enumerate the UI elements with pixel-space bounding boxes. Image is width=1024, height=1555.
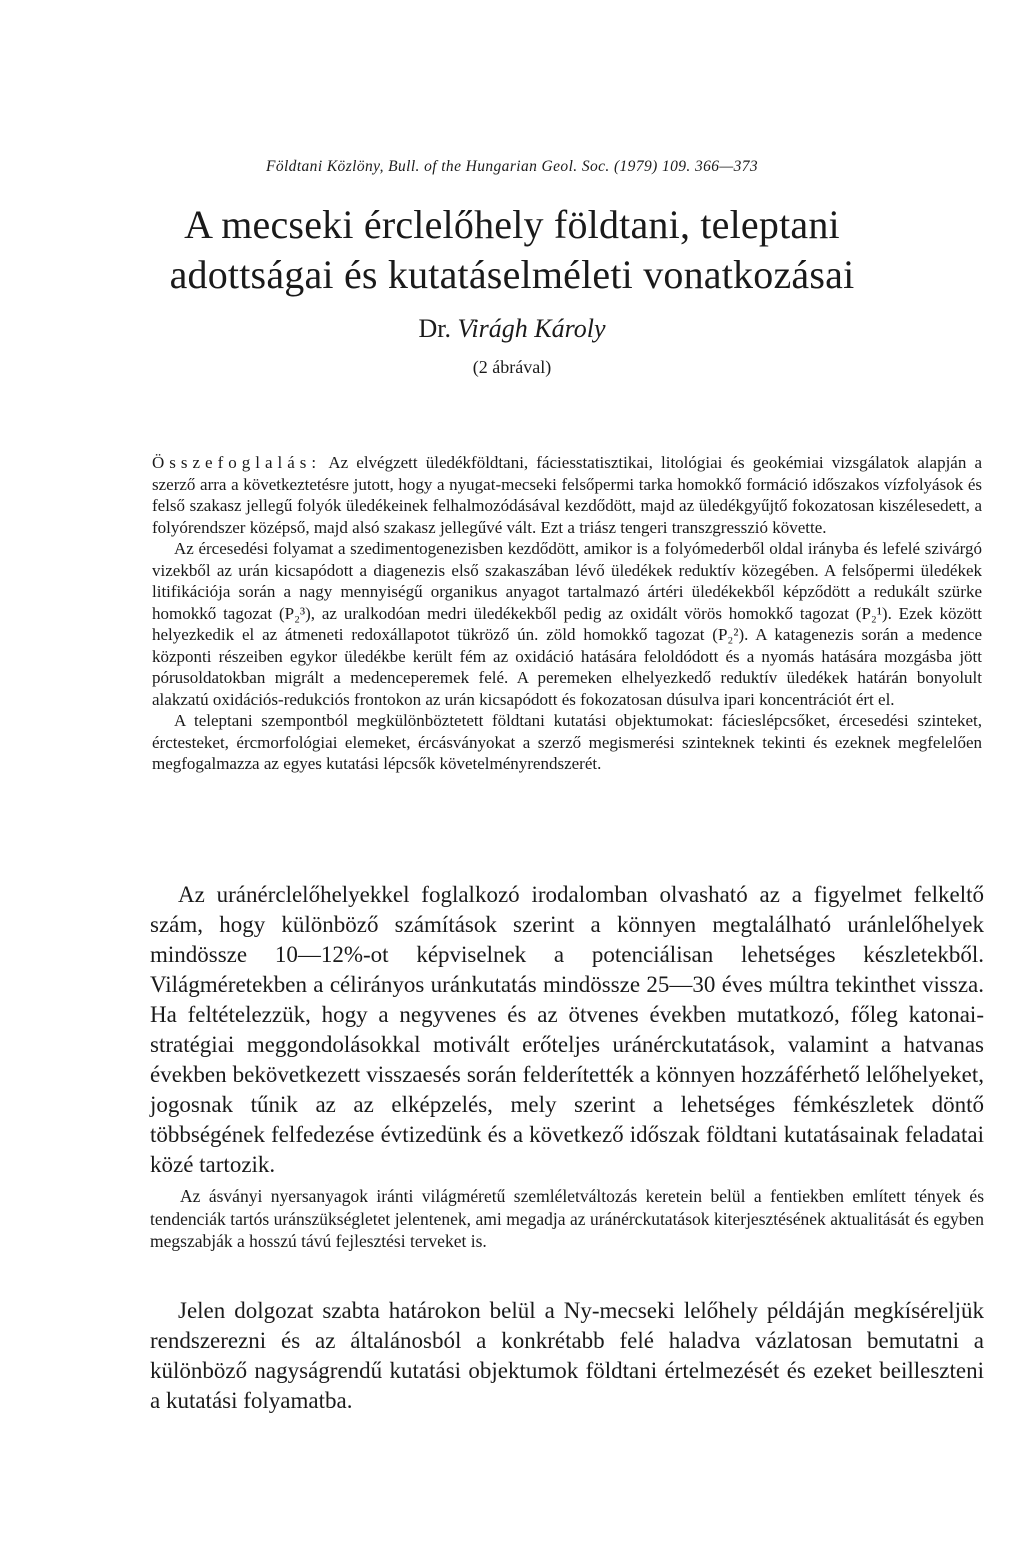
body-paragraph-3: Jelen dolgozat szabta határokon belül a Ny-mecseki lelőhely példáján megkíséreljük rendszerezni és az általánosból a konkrétabb felé haladva vázlatosan bemutatni a különböző nagyságrendű kutatási objektumok földtani értelmezését és ezeket beilleszteni a kutatási folyamatba. bbox=[150, 1298, 984, 1413]
title-line-1: A mecseki érclelőhely földtani, teleptani bbox=[184, 202, 840, 247]
abstract-text-1: Az elvégzett üledékföldtani, fáciesstatisztikai, litológiai és geokémiai vizsgálatok alapján a szerző arra a következtetésre jutott, hogy a nyugat-mecseki felsőpermi tarka homokkő formáció időszakos vízfolyások és felső szakasz jellegű folyók üledékeinek felhalmozódásával kezdődött, majd az üledékgyűjtő fokozatosan kiszélesedett, a folyórendszer középső, majd alsó szakasz jellegűvé vált. Ezt a triász tengeri transzgresszió követte. bbox=[152, 453, 983, 537]
abstract bbox=[152, 452, 982, 775]
body-paragraph-2: Az ásványi nyersanyagok iránti világméretű szemléletváltozás keretein belül a fentiekben említett tények és tendenciák tartós uránszükségletet jelentenek, ami megadja az uránérckutatások kiterjesztésének aktualitását és egyben megszabják a hosszú távú fejlesztési terveket is. bbox=[150, 1186, 984, 1251]
abstract-paragraph-2: Az ércesedési folyamat a szedimentogenezisben kezdődött, amikor is a folyómederből oldal irányba és lefelé szivárgó vizekből az urán kicsapódott a diagenezis első szakaszában lévő üledékek reduktív közegében. A felsőpermi üledékek litifikációja során a nagy mennyiségű organikus anyagot tartalmazó ártéri üledékekből képződött a redukált szürke homokkő tagozat (P₂³), az uralkodóan medri üledékekből pedig az oxidált vörös homokkő tagozat (P₂¹). Ezek között helyezkedik el az átmeneti redoxállapotot tükröző ún. zöld homokkő tagozat (P₂²). A katagenezis során a medence központi részeiben egykor üledékbe került fém az oxidáció hatására feloldódott és a nyomás hatására mozgásba jött pórusoldatokban migrált a medenceperemek felé. A peremeken elhelyezkedő reduktív üledékek határán bonyolult alakzatú oxidációs-redukciós frontokon az urán kicsapódott és fokozatosan dúsulva ipari koncentrációt ért el. bbox=[152, 539, 982, 709]
author-line bbox=[0, 314, 1024, 344]
abstract-paragraph-3: A teleptani szempontból megkülönböztetett földtani kutatási objektumokat: fácieslépcsőket, ércesedési szinteket, érctesteket, ércmorfológiai elemeket, ércásványokat a szerző megismerési szinteknek tekinti és ezeknek megfelelően megfogalmazza az egyes kutatási lépcsők követelményrendszerét. bbox=[152, 711, 982, 773]
author-name: Virágh Károly bbox=[457, 314, 606, 343]
journal-citation: Földtani Közlöny, Bull. of the Hungarian Geol. Soc. (1979) 109. 366—373 bbox=[265, 158, 759, 175]
figures-note: (2 ábrával) bbox=[472, 357, 552, 377]
author-prefix: Dr. bbox=[418, 314, 451, 343]
article-title bbox=[0, 200, 1024, 300]
title-line-2: adottságai és kutatáselméleti vonatkozásai bbox=[169, 252, 855, 297]
abstract-paragraph-1 bbox=[152, 452, 982, 538]
body-paragraph-1: Az uránérclelőhelyekkel foglalkozó irodalomban olvasható az a figyelmet felkeltő szám, hogy különböző számítások szerint a könnyen megtalálható uránlelőhelyek mindössze 10—12%-ot képviselnek a potenciálisan lehetséges készletekből. Világméretekben a célirányos uránkutatás mindössze 25—30 éves múltra tekinthet vissza. Ha feltételezzük, hogy a negyvenes és az ötvenes években mutatkozó, főleg katonai-stratégiai meggondolásokkal motivált erőteljes uránérckutatások, valamint a hatvanas években bekövetkezett visszaesés során felderítették a könnyen hozzáférhető lelőhelyeket, jogosnak tűnik az az elképzelés, mely szerint a lehetséges fémkészletek döntő többségének felfedezése évtizedünk és a következő időszak földtani kutatásainak feladatai közé tartozik. bbox=[150, 882, 984, 1177]
abstract-label: Összefoglalás: bbox=[152, 453, 322, 472]
